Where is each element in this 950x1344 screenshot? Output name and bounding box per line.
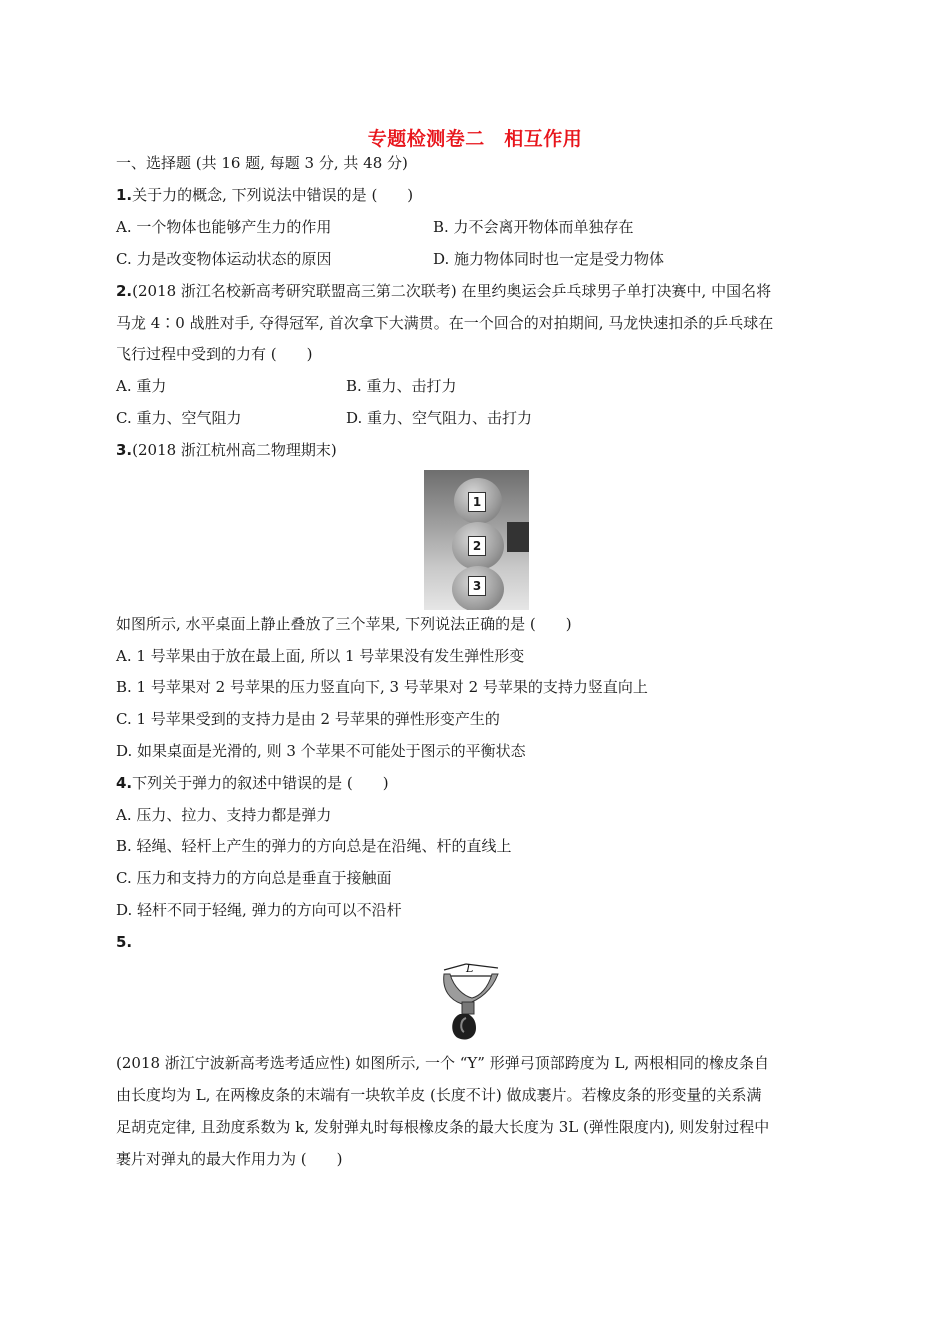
q4-option-a: A. 压力、拉力、支持力都是弹力 (116, 806, 332, 824)
question-number: 3. (116, 441, 133, 459)
q3-option-a: A. 1 号苹果由于放在最上面, 所以 1 号苹果没有发生弹性形变 (116, 647, 525, 665)
q4-option-b: B. 轻绳、轻杆上产生的弹力的方向总是在沿绳、杆的直线上 (116, 837, 512, 855)
q4-option-d: D. 轻杆不同于轻绳, 弹力的方向可以不沿杆 (116, 901, 402, 919)
q1-option-b: B. 力不会离开物体而单独存在 (433, 218, 634, 236)
question-number: 2. (116, 282, 133, 300)
slingshot-drawing (436, 960, 510, 1042)
q2-option-a: A. 重力 (116, 377, 167, 395)
question-stem: 如图所示, 水平桌面上静止叠放了三个苹果, 下列说法正确的是 ( ) (116, 615, 572, 633)
section-heading: 一、选择题 (共 16 题, 每题 3 分, 共 48 分) (116, 154, 408, 172)
stacked-apples-photo (424, 470, 529, 610)
question-stem-line: 足胡克定律, 且劲度系数为 k, 发射弹丸时每根橡皮条的最大长度为 3L (弹性限度内), 则发射过程中 (116, 1118, 770, 1136)
q2-option-d: D. 重力、空气阻力、击打力 (346, 409, 533, 427)
question-number: 5. (116, 933, 133, 951)
q2-option-b: B. 重力、击打力 (346, 377, 457, 395)
question-stem-line: 裹片对弹丸的最大作用力为 ( ) (116, 1150, 343, 1168)
question-stem-line: (2018 浙江名校新高考研究联盟高三第二次联考) 在里约奥运会乒乓球男子单打决赛中, 中国名将 (132, 282, 772, 300)
q1-option-d: D. 施力物体同时也一定是受力物体 (433, 250, 665, 268)
apple-label-2: 2 (468, 536, 486, 556)
question-2 (116, 281, 771, 301)
question-stem-line: 马龙 4∶0 战胜对手, 夺得冠军, 首次拿下大满贯。在一个回合的对拍期间, 马龙快速扣杀的乒乓球在 (116, 314, 774, 332)
q3-option-b: B. 1 号苹果对 2 号苹果的压力竖直向下, 3 号苹果对 2 号苹果的支持力竖直向上 (116, 678, 648, 696)
q1-option-a: A. 一个物体也能够产生力的作用 (116, 218, 332, 236)
question-number: 4. (116, 774, 133, 792)
question-stem-line: (2018 浙江宁波新高考选考适应性) 如图所示, 一个 “Y” 形弹弓顶部跨度为 L, 两根相同的橡皮条自 (116, 1054, 769, 1072)
question-source: (2018 浙江杭州高二物理期末) (132, 441, 337, 459)
question-5 (116, 932, 132, 952)
question-1 (116, 185, 413, 205)
slingshot-figure (436, 960, 510, 1042)
question-stem-line: 飞行过程中受到的力有 ( ) (116, 345, 313, 363)
page-title: 专题检测卷二 相互作用 (367, 128, 583, 150)
q1-option-c: C. 力是改变物体运动状态的原因 (116, 250, 332, 268)
q3-option-d: D. 如果桌面是光滑的, 则 3 个苹果不可能处于图示的平衡状态 (116, 742, 526, 760)
q3-option-c: C. 1 号苹果受到的支持力是由 2 号苹果的弹性形变产生的 (116, 710, 500, 728)
question-stem: 关于力的概念, 下列说法中错误的是 ( ) (132, 186, 414, 204)
span-label-l: L (466, 962, 474, 975)
q2-option-c: C. 重力、空气阻力 (116, 409, 242, 427)
background-device (507, 522, 529, 552)
question-stem-line: 由长度均为 L, 在两橡皮条的末端有一块软羊皮 (长度不计) 做成裹片。若橡皮条的形变量的关系满 (116, 1086, 762, 1104)
apple-label-3: 3 (468, 576, 486, 596)
question-4 (116, 773, 389, 793)
q4-option-c: C. 压力和支持力的方向总是垂直于接触面 (116, 869, 392, 887)
apple-label-1: 1 (468, 492, 486, 512)
question-3 (116, 440, 337, 460)
question-number: 1. (116, 186, 133, 204)
question-stem: 下列关于弹力的叙述中错误的是 ( ) (132, 774, 389, 792)
